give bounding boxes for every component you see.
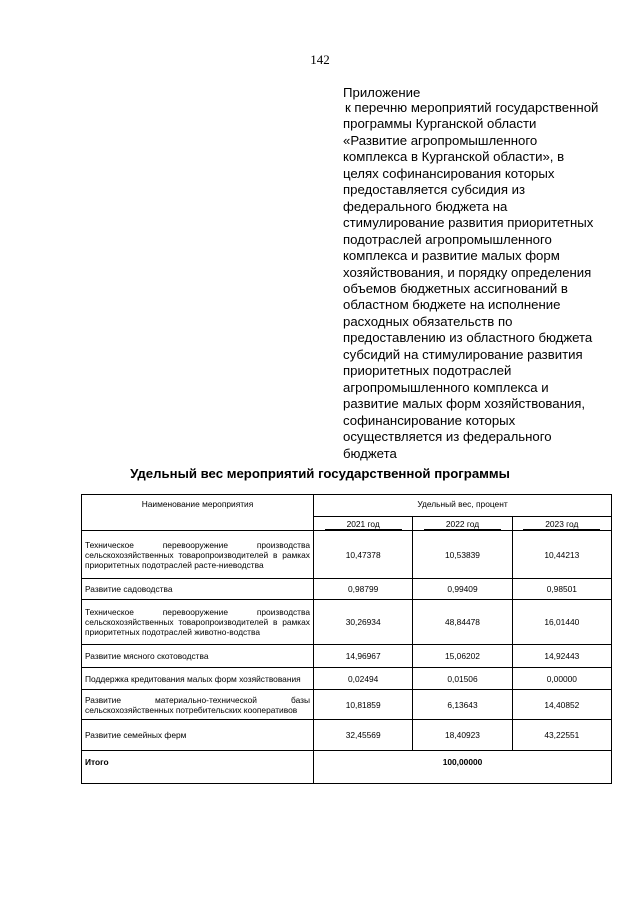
row-value: 18,40923 <box>413 720 512 751</box>
appendix-line: расходных обязательств по <box>343 313 513 329</box>
row-value: 10,53839 <box>413 531 512 579</box>
table-row <box>82 579 612 600</box>
table-row <box>82 720 612 751</box>
row-value: 10,44213 <box>512 531 611 579</box>
appendix-line: предоставлению из областного бюджета <box>343 330 593 346</box>
table-row <box>82 600 612 645</box>
row-value: 30,26934 <box>314 600 413 645</box>
row-name: Развитие садоводства <box>82 579 314 600</box>
appendix-line: бюджета <box>343 445 397 461</box>
row-name: Развитие семейных ферм <box>82 720 314 751</box>
row-value: 0,98501 <box>512 579 611 600</box>
appendix-line: «Развитие агропромышленного <box>343 132 538 148</box>
row-value: 0,98799 <box>314 579 413 600</box>
row-value: 14,96967 <box>314 645 413 668</box>
appendix-line: субсидий на стимулирование развития <box>343 346 583 362</box>
row-value: 14,92443 <box>512 645 611 668</box>
row-name: Поддержка кредитования малых форм хозяйствования <box>82 668 314 690</box>
appendix-line: развитие малых форм хозяйствования, <box>343 396 586 412</box>
table-heading: Удельный вес мероприятий государственной программы <box>130 466 510 481</box>
appendix-line: комплекса в Курганской области», в <box>343 149 565 165</box>
appendix-line: федерального бюджета на <box>343 198 508 214</box>
appendix-line: осуществляется из федерального <box>343 429 552 445</box>
appendix-line: подотраслей агропромышленного <box>343 231 552 247</box>
row-name: Развитие мясного скотоводства <box>82 645 314 668</box>
table-row <box>82 668 612 690</box>
year-2021: 2021 год <box>314 517 413 531</box>
table-header-row <box>82 495 612 517</box>
table-row <box>82 645 612 668</box>
appendix-line: целях софинансирования которых <box>343 165 555 181</box>
weights-table <box>81 494 612 784</box>
row-value: 48,84478 <box>413 600 512 645</box>
year-2023: 2023 год <box>512 517 611 531</box>
page-number: 142 <box>310 52 330 67</box>
row-value: 10,47378 <box>314 531 413 579</box>
row-value: 0,99409 <box>413 579 512 600</box>
table-row <box>82 531 612 579</box>
row-value: 6,13643 <box>413 690 512 720</box>
row-value: 0,01506 <box>413 668 512 690</box>
appendix-line: к перечню мероприятий государственной <box>345 100 599 115</box>
row-value: 0,02494 <box>314 668 413 690</box>
table-row <box>82 690 612 720</box>
row-value: 14,40852 <box>512 690 611 720</box>
appendix-line: стимулирование развития приоритетных <box>343 215 594 231</box>
total-row <box>82 751 612 784</box>
appendix-line: программы Курганской области <box>343 116 537 132</box>
row-value: 43,22551 <box>512 720 611 751</box>
appendix-line: агропромышленного комплекса и <box>343 379 549 395</box>
year-2022: 2022 год <box>413 517 512 531</box>
total-value: 100,00000 <box>314 751 612 784</box>
appendix-line: софинансирование которых <box>343 412 516 428</box>
appendix-line: хозяйствования, и порядку определения <box>343 264 592 280</box>
row-value: 15,06202 <box>413 645 512 668</box>
row-value: 10,81859 <box>314 690 413 720</box>
appendix-line: объемов бюджетных ассигнований в <box>343 280 568 296</box>
row-value: 32,45569 <box>314 720 413 751</box>
appendix-line: комплекса и развитие малых форм <box>343 248 560 264</box>
header-name: Наименование мероприятия <box>82 495 314 531</box>
header-weight: Удельный вес, процент <box>314 495 612 517</box>
row-name: Техническое перевооружение производства сельскохозяйственных товаропроизводителей в рамках приоритетных подотраслей расте-ниеводства <box>82 531 314 579</box>
appendix-body <box>343 100 623 462</box>
row-value: 0,00000 <box>512 668 611 690</box>
row-name: Развитие материально-технической базы сельскохозяйственных потребительских кооперативов <box>82 690 314 720</box>
row-name: Техническое перевооружение производства сельскохозяйственных товаропроизводителей в рамках приоритетных подотраслей животно-водства <box>82 600 314 645</box>
total-label: Итого <box>82 751 314 784</box>
row-value: 16,01440 <box>512 600 611 645</box>
appendix-line: предоставляется субсидия из <box>343 182 526 198</box>
appendix-line: областном бюджете на исполнение <box>343 297 561 313</box>
appendix-title: Приложение <box>343 85 421 100</box>
appendix-line: приоритетных подотраслей <box>343 363 512 379</box>
